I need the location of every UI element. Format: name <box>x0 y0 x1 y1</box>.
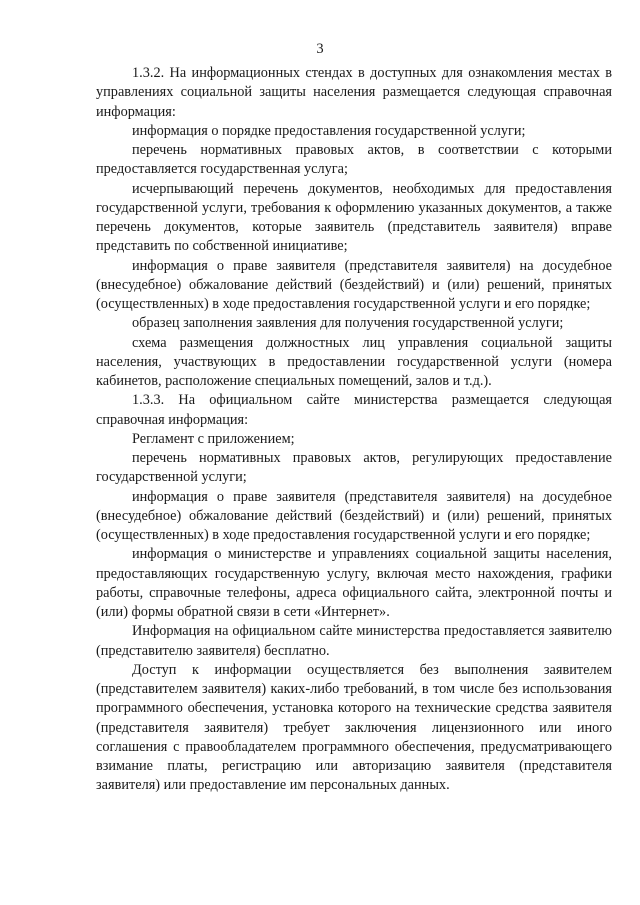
paragraph-1-3-3: 1.3.3. На официальном сайте министерства размещается следующая справочная информация: <box>96 392 612 428</box>
list-item-application-sample: образец заполнения заявления для получения государственной услуги; <box>132 315 564 332</box>
page-number: 3 <box>316 41 324 57</box>
list-item-regulating-acts: перечень нормативных правовых актов, регулирующих предоставление государственной услуги; <box>96 450 612 486</box>
list-item-ministry-info: информация о министерстве и управлениях социальной защиты населения, предоставляющих государственную услугу, включая место нахождения, графики работы, справочные телефоны, адреса официального сайта, электронной почты и (или) формы обратной связи в сети «Интернет». <box>96 546 612 620</box>
paragraph-free-info: Информация на официальном сайте министерства предоставляется заявителю (представителю заявителя) бесплатно. <box>96 623 612 659</box>
list-item-service-procedure: информация о порядке предоставления государственной услуги; <box>132 122 526 139</box>
paragraph-access-conditions: Доступ к информации осуществляется без выполнения заявителем (представителем заявителя) каких-либо требований, в том числе без использования программного обеспечения, установка которого на технические средства заявителя (представителя заявителя) требует заключения лицензионного или иного соглашения с правообладателем программного обеспечения, предусматривающего взимание платы, регистрацию или авторизацию заявителя (представителя заявителя) или предоставление им персональных данных. <box>96 661 612 794</box>
list-item-appeal-right: информация о праве заявителя (представителя заявителя) на досудебное (внесудебное) обжалование действий (бездействий) и (или) решений, принятых (осуществленных) в ходе предоставления государственной услуги и его порядке; <box>96 257 612 312</box>
list-item-legal-acts: перечень нормативных правовых актов, в соответствии с которыми предоставляется государственная услуга; <box>96 142 612 178</box>
document-body <box>96 64 612 796</box>
list-item-documents: исчерпывающий перечень документов, необходимых для предоставления государственной услуги, требования к оформлению указанных документов, а также перечень документов, которые заявитель (представитель заявителя) вправе представить по собственной инициативе; <box>96 180 612 255</box>
list-item-officials-layout: схема размещения должностных лиц управления социальной защиты населения, участвующих в предоставлении государственной услуги (номера кабинетов, расположение специальных помещений, залов и т.д.). <box>96 334 612 389</box>
list-item-regulation: Регламент с приложением; <box>132 430 295 447</box>
list-item-appeal-right-site: информация о праве заявителя (представителя заявителя) на досудебное (внесудебное) обжалование действий (бездействий) и (или) решений, принятых (осуществленных) в ходе предоставления государственной услуги и его порядке; <box>96 488 612 543</box>
paragraph-1-3-2: 1.3.2. На информационных стендах в доступных для ознакомления местах в управлениях социальной защиты населения размещается следующая справочная информация: <box>96 65 612 120</box>
